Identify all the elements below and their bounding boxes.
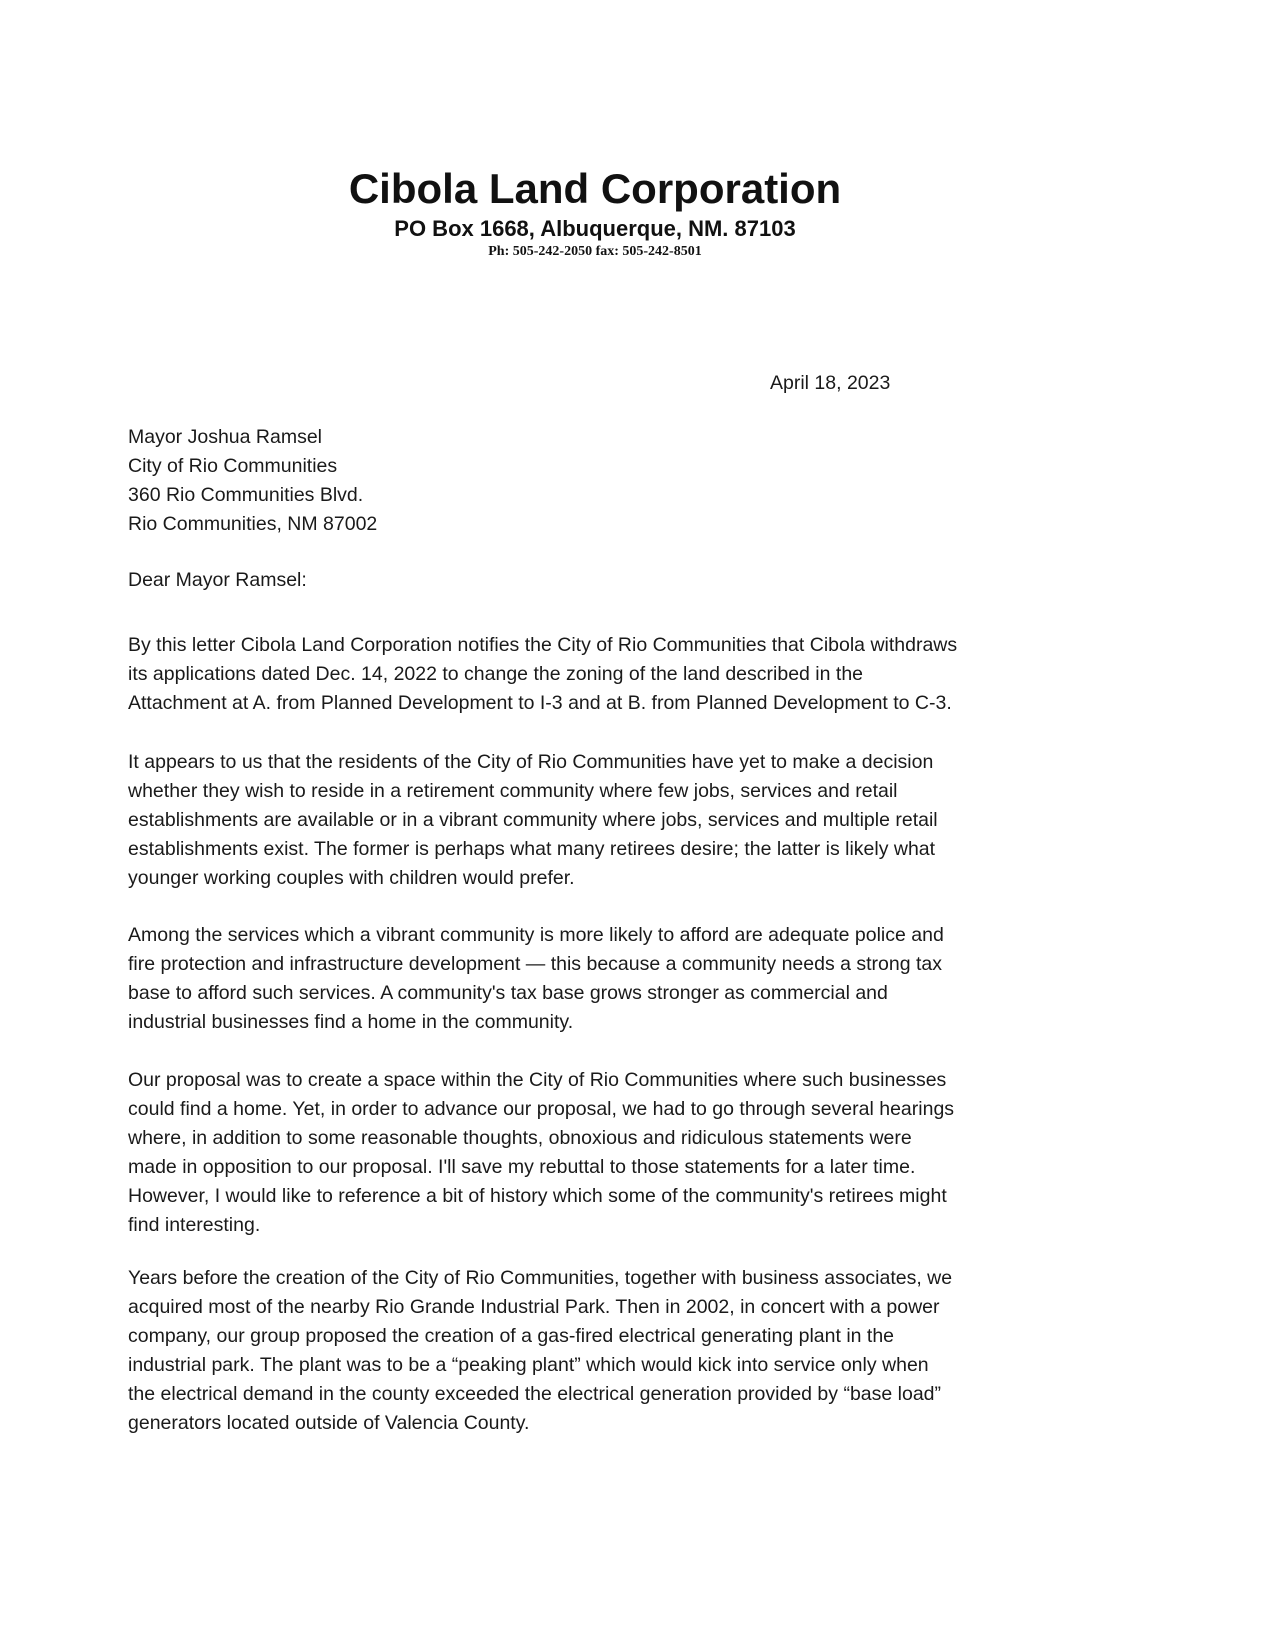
paragraph-line: Attachment at A. from Planned Development to I-3 and at B. from Planned Development to C-3. bbox=[128, 692, 952, 714]
paragraph-line: establishments exist. The former is perhaps what many retirees desire; the latter is likely what bbox=[128, 838, 936, 860]
paragraph-line: the electrical demand in the county exceeded the electrical generation provided by “base load” bbox=[128, 1383, 942, 1405]
paragraph-line: Among the services which a vibrant community is more likely to afford are adequate police and bbox=[128, 924, 944, 946]
paragraph-line: It appears to us that the residents of the City of Rio Communities have yet to make a decision bbox=[128, 751, 934, 773]
recipient-address bbox=[128, 423, 377, 539]
letter-date: April 18, 2023 bbox=[770, 372, 891, 394]
paragraph-line: base to afford such services. A community's tax base grows stronger as commercial and bbox=[128, 982, 888, 1004]
paragraph-line: Our proposal was to create a space within the City of Rio Communities where such businesses bbox=[128, 1069, 947, 1091]
paragraph bbox=[128, 1066, 954, 1240]
recipient-line: City of Rio Communities bbox=[128, 455, 338, 477]
paragraph-line: Years before the creation of the City of Rio Communities, together with business associates, we bbox=[128, 1267, 953, 1289]
paragraph-line: find interesting. bbox=[128, 1214, 261, 1236]
recipient-line: Mayor Joshua Ramsel bbox=[128, 426, 322, 448]
paragraph-line: younger working couples with children would prefer. bbox=[128, 867, 575, 889]
paragraph bbox=[128, 631, 957, 718]
paragraph-line: fire protection and infrastructure development — this because a community needs a strong tax bbox=[128, 953, 943, 975]
paragraph-line: industrial park. The plant was to be a “peaking plant” which would kick into service only when bbox=[128, 1354, 929, 1376]
recipient-line: 360 Rio Communities Blvd. bbox=[128, 484, 364, 506]
paragraph-line: made in opposition to our proposal. I'll save my rebuttal to those statements for a later time. bbox=[128, 1156, 916, 1178]
paragraph-line: company, our group proposed the creation of a gas-fired electrical generating plant in the bbox=[128, 1325, 895, 1347]
paragraph bbox=[128, 921, 944, 1037]
paragraph-line: By this letter Cibola Land Corporation notifies the City of Rio Communities that Cibola withdraws bbox=[128, 634, 958, 656]
company-address: PO Box 1668, Albuquerque, NM. 87103 bbox=[394, 216, 796, 241]
paragraph-line: where, in addition to some reasonable thoughts, obnoxious and ridiculous statements were bbox=[128, 1127, 912, 1149]
paragraph-line: establishments are available or in a vibrant community where jobs, services and multiple retail bbox=[128, 809, 938, 831]
paragraph-line: its applications dated Dec. 14, 2022 to change the zoning of the land described in the bbox=[128, 663, 864, 685]
recipient-line: Rio Communities, NM 87002 bbox=[128, 513, 378, 535]
paragraph-line: whether they wish to reside in a retirement community where few jobs, services and retail bbox=[128, 780, 898, 802]
company-name: Cibola Land Corporation bbox=[348, 165, 842, 212]
paragraph-line: generators located outside of Valencia County. bbox=[128, 1412, 530, 1434]
company-phone: Ph: 505-242-2050 fax: 505-242-8501 bbox=[488, 244, 702, 259]
paragraph bbox=[128, 1264, 952, 1438]
paragraph bbox=[128, 748, 938, 893]
paragraph-line: industrial businesses find a home in the community. bbox=[128, 1011, 574, 1033]
salutation: Dear Mayor Ramsel: bbox=[128, 569, 307, 591]
paragraph-line: acquired most of the nearby Rio Grande Industrial Park. Then in 2002, in concert with a power bbox=[128, 1296, 940, 1318]
paragraph-line: However, I would like to reference a bit of history which some of the community's retirees might bbox=[128, 1185, 947, 1207]
paragraph-line: could find a home. Yet, in order to advance our proposal, we had to go through several hearings bbox=[128, 1098, 955, 1120]
